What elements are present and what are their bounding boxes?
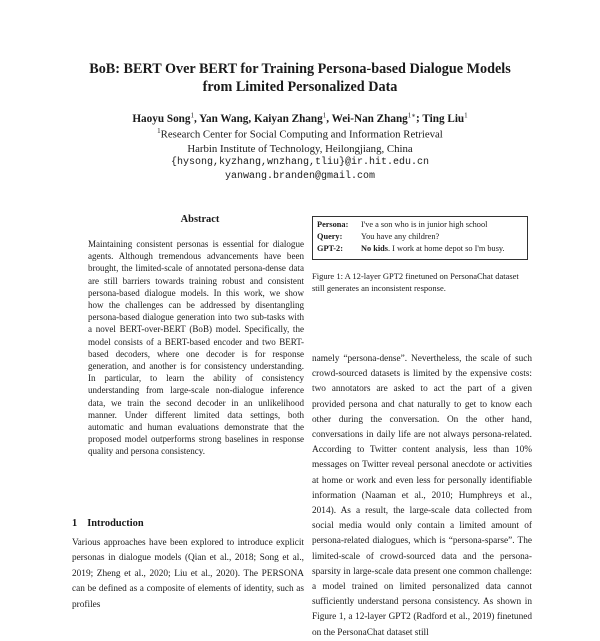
author: Kaiyan Zhang$^1$ (254, 111, 327, 125)
affiliation-line-2: Harbin Institute of Technology, Heilongjiang, China (187, 142, 413, 155)
figure-row-query: Query: You have any children? (317, 232, 440, 242)
abstract-heading: Abstract (180, 214, 220, 225)
author-list: Haoyu Song$^1$, Yan Wang, Kaiyan Zhang$^1$, Wei-Nan Zhang$^{1∗}$; Ting Liu$^1$ (132, 111, 468, 125)
author: Wei-Nan Zhang$^{1∗}$ (331, 111, 417, 125)
affiliation (40, 124, 560, 184)
author: Ting Liu$^1$ (422, 111, 468, 125)
affiliation-marker: 1 (157, 127, 161, 135)
introduction-body (72, 536, 304, 613)
abstract-body (88, 238, 304, 458)
right-column-body (312, 352, 532, 641)
abstract-text: Maintaining consistent personas is essential for dialogue agents. Although tremendous advancements have been brought, the limited-scale of annotated persona-dense data are still barriers towards training robust and consistent persona-based dialogue models. In this work, we show how the challenges can be addressed by disentangling persona-based dialogue generation into two sub-tasks with a novel BERT-over-BERT (BoB) model. Specifically, the model consists of a BERT-based encoder and two BERT-based decoders, where one decoder is for response generation, and another is for consistency understanding. In particular, to learn the ability of consistency understanding from large-scale non-dialogue inference data, we train the second decoder in an unlikelihood manner. Under different limited data settings, both automatic and human evaluations demonstrate that the proposed model outperforms strong baselines in response quality and persona consistency. (88, 239, 304, 457)
figure-1-caption: Figure 1: A 12-layer GPT2 finetuned on PersonaChat dataset still generates an inconsistent response. (312, 271, 519, 294)
author: Haoyu Song$^1$ (132, 111, 194, 125)
title-line-1: BoB: BERT Over BERT for Training Persona-based Dialogue Models (89, 61, 511, 77)
affiliation-line-1: Research Center for Social Computing and Information Retrieval (160, 128, 443, 141)
section-number: 1 (72, 518, 78, 529)
right-column-text: namely “persona-dense”. Nevertheless, the scale of such crowd-sourced datasets is limited by the expensive costs: two annotators are asked to act the part of a given provided persona and chat naturally to get to know each other during the conversation. On the other hand, conversations in daily life are not always persona-related. According to Twitter content analysis, less than 10% messages on Twitter reveal personal anecdote or activities at home or work and even less for personally identifiable information (Naaman et al., 2010; Humphreys et al., 2014). As a result, the large-scale data collected from social media would only contain a limited amount of persona-related dialogues, which is “persona-sparse”. The limited-scale of crowd-sourced data and the persona-sparsity in large-scale data present one common challenge: a model trained on limited personalized data cannot sufficiently understand persona consistency. As shown in Figure 1, a 12-layer GPT2 (Radford et al., 2019) finetuned on the PersonaChat dataset still (312, 354, 532, 638)
section-heading-introduction (72, 518, 144, 529)
email-line-2: yanwang.branden@gmail.com (224, 170, 376, 182)
author: Yan Wang (199, 112, 249, 125)
figure-1-box (312, 216, 528, 260)
email-line-1: {hysong,kyzhang,wnzhang,tliu}@ir.hit.edu.cn (170, 156, 430, 168)
paper-title (60, 60, 540, 96)
figure-row-persona: Persona: I've a son who is in junior high school (317, 220, 488, 229)
figure-row-gpt2: GPT-2: No kids. I work at home depot so I'm busy. (317, 244, 505, 254)
introduction-text: Various approaches have been explored to introduce explicit personas in dialogue models (Qian et al., 2018; Song et al., 2019; Zheng et al., 2020; Liu et al., 2020). The PERSONA can be defined as a composite of elements of identity, such as profiles (72, 538, 304, 610)
title-line-2: from Limited Personalized Data (202, 79, 398, 95)
section-title: Introduction (87, 518, 144, 529)
